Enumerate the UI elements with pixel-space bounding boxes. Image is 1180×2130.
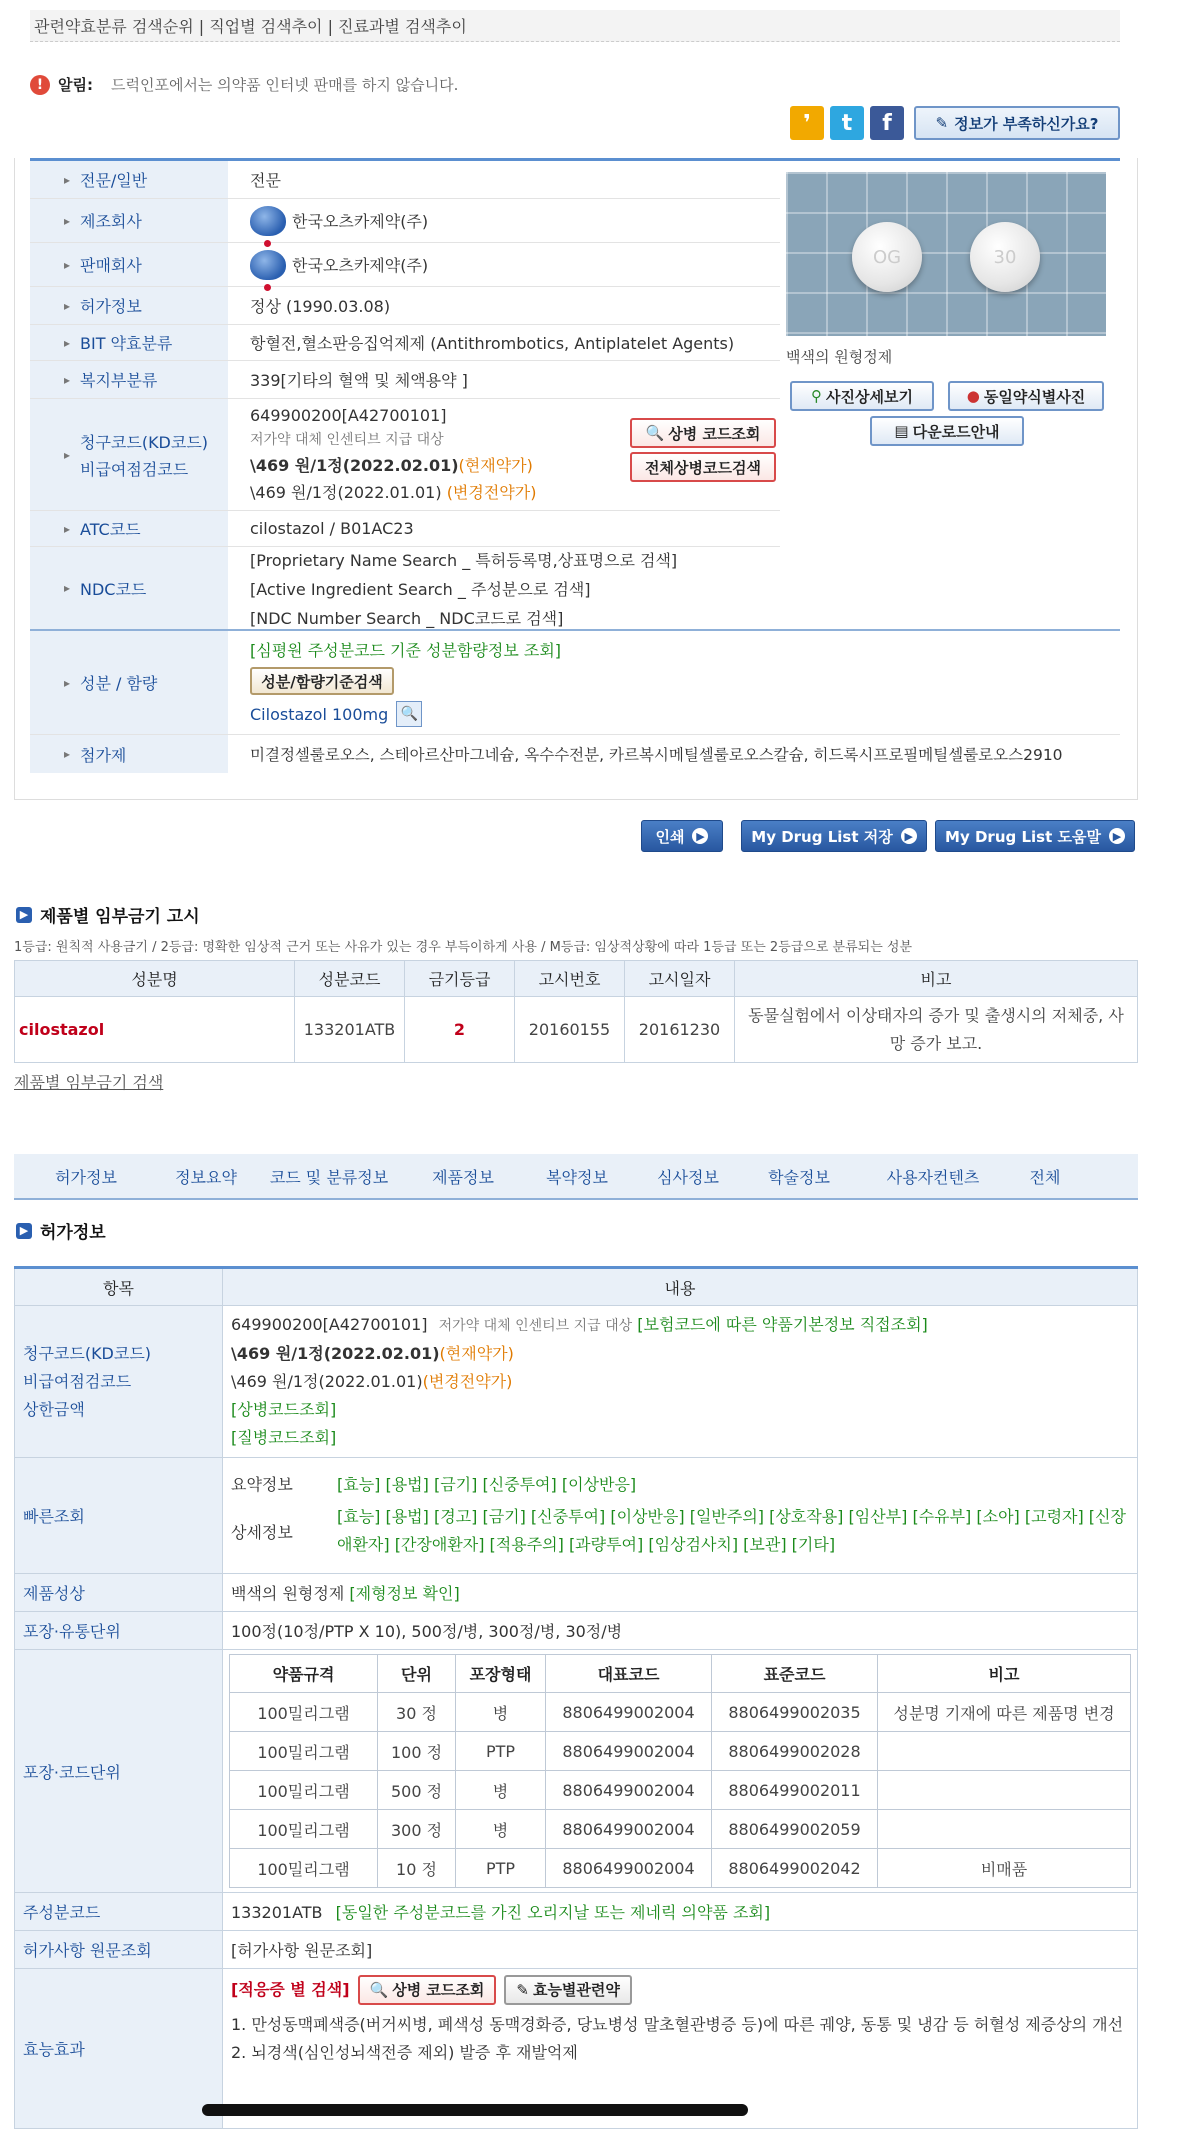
permit-row-code: 포장·코드단위 약품규격 단위 포장형태 대표코드 표준코드 비고 100밀리그램 30 정 병 8806499002004 8806499002035 성분명 기재에 따른 제품명 변경 100밀리그램 100 정 PTP 8806499002004 8806499002028 100밀리그램 500 정 병 8806499002004 8806499002011 100밀리그램 300 정 병 8806499002004 8806499002059 100밀리그램 10 정 PTP 8806499002004 8806499002042 비매품 (15, 1650, 1138, 1893)
row-permit (30, 287, 780, 325)
tab-review[interactable]: 심사정보 (657, 1167, 719, 1187)
magnifier-icon: ⚲ (811, 387, 823, 405)
label-maker: ▸ 제조회사 (30, 199, 228, 242)
tab-bar (14, 1154, 1138, 1200)
social-share (790, 106, 904, 140)
related-drug-button[interactable]: ✎ 효능별관련약 (504, 1975, 632, 2005)
label-ingredient: ▸ 성분 / 함량 (30, 631, 228, 734)
effect-item-2: 2. 뇌경색(심인성뇌색전증 제외) 발증 후 재발억제 (231, 2043, 578, 2062)
value-seller[interactable]: 한국오츠카제약(주) (292, 256, 429, 275)
original-permit-link[interactable]: [허가사항 원문조회] (223, 1931, 1138, 1969)
pill-photo[interactable] (786, 172, 1106, 336)
twitter-icon[interactable]: t (830, 106, 864, 140)
notice-label: 알림: (58, 76, 93, 94)
same-pill-photo-button[interactable]: ● 동일약식별사진 (948, 381, 1104, 411)
value-permit: 정상 (1990.03.08) (250, 297, 391, 316)
section-arrow-icon: ▶ (16, 1223, 32, 1239)
row-welfare (30, 361, 780, 399)
permit-row-quick: 빠른조회 요약정보 [효능] [용법] [금기] [신중투여] [이상반응] 상세정보 [효능] [용법] [경고] [금기] [신중투여] [이상반응] [일반주의] [상호작용] [임산부] [수유부] [소아] [고령자] [신장애환자] [간장애환자] [적용주의] [과량투여] [임상검사치] [보관] [기타] (15, 1458, 1138, 1574)
label-seller: ▸ 판매회사 (30, 243, 228, 286)
tab-all[interactable]: 전체 (1029, 1167, 1061, 1187)
generic-search-link[interactable]: [동일한 주성분코드를 가진 오리지날 또는 제네릭 의약품 조회] (335, 1903, 771, 1922)
permit-row-effect: 효능효과 [적응증 별 검색] 🔍 상병 코드조회 ✎ 효능별관련약 1. 만성동맥폐색증(버거씨병, 폐색성 동맥경화증, 당뇨병성 말초혈관병증 등)에 따른 궤양, 동통 및 냉감 등 허혈성 제증상의 개선 2. 뇌경색(심인성뇌색전증 제외) 발증 후 재발억제 (15, 1969, 1138, 2129)
company-logo-icon (250, 206, 286, 236)
ndc-link-ingredient[interactable]: [Active Ingredient Search _ 주성분으로 검색] (250, 579, 591, 599)
row-specialty (30, 161, 780, 199)
detail-links[interactable]: [효능] [용법] [경고] [금기] [신중투여] [이상반응] [일반주의] [상호작용] [임산부] [수유부] [소아] [고령자] [신장애환자] [간장애환자] [적용주의] [과량투여] [임상검사치] [보관] [기타] (337, 1507, 1126, 1554)
value-atc: cilostazol / B01AC23 (250, 519, 414, 538)
home-indicator (202, 2104, 748, 2116)
document-icon: ▤ (894, 422, 909, 440)
pill-caption: 백색의 원형정제 (786, 348, 893, 366)
tab-summary[interactable]: 정보요약 (175, 1167, 237, 1187)
tab-academic[interactable]: 학술정보 (768, 1167, 830, 1187)
pill-icon: ● (966, 387, 980, 405)
value-bit: 항혈전,혈소판응집억제제 (Antithrombotics, Antiplatelet Agents) (250, 334, 735, 353)
permit-row-claim: 청구코드(KD코드) 비급여점검코드 상한금액 649900200[A42700101] 저가약 대체 인센티브 지급 대상 [보험코드에 따른 약품기본정보 직접조회] \469 원/1정(2022.02.01)(현재약가) \469 원/1정(2022.01.01)(변경전약가) [상병코드조회] [질병코드조회] (15, 1306, 1138, 1458)
label-ndc: ▸ NDC코드 (30, 547, 228, 629)
permit-row-pack: 포장·유통단위 100정(10정/PTP X 10), 500정/병, 300정/병, 30정/병 (15, 1612, 1138, 1650)
effect-item-1: 1. 만성동맥폐색증(버거씨병, 폐색성 동맥경화증, 당뇨병성 말초혈관병증 등)에 따른 궤양, 동통 및 냉감 등 허혈성 제증상의 개선 (231, 2015, 1124, 2034)
row-atc (30, 511, 780, 547)
ndc-link-number[interactable]: [NDC Number Search _ NDC코드로 검색] (250, 608, 564, 628)
facebook-icon[interactable]: f (870, 106, 904, 140)
mydrug-help-button[interactable]: My Drug List 도움말 ▶ (935, 820, 1135, 852)
ingredient-value[interactable]: Cilostazol 100mg (250, 704, 389, 724)
pack-code-table: 약품규격 단위 포장형태 대표코드 표준코드 비고 100밀리그램 30 정 병 8806499002004 8806499002035 성분명 기재에 따른 제품명 변경 100밀리그램 100 정 PTP 8806499002004 8806499002028 100밀리그램 500 정 병 8806499002004 8806499002011 100밀리그램 300 정 병 8806499002004 8806499002059 100밀리그램 10 정 PTP 8806499002004 8806499002042 비매품 (229, 1654, 1131, 1888)
ndc-link-proprietary[interactable]: [Proprietary Name Search _ 특허등록명,상표명으로 검색] (250, 550, 678, 570)
label-specialty: ▸ 전문/일반 (30, 161, 228, 198)
save-mydrug-button[interactable]: My Drug List 저장 ▶ (741, 820, 927, 852)
disease-code-button[interactable]: 🔍 상병 코드조회 (630, 418, 776, 448)
tab-permit[interactable]: 허가정보 (55, 1167, 117, 1187)
claim-code: 649900200[A42700101] (250, 406, 447, 425)
disease-code-button[interactable]: 🔍 상병 코드조회 (358, 1975, 497, 2005)
edit-icon: ✎ (935, 114, 949, 132)
search-doc-icon: 🔍 (369, 1981, 389, 1999)
contra-title: ▶ 제품별 임부금기 고시 (16, 902, 200, 927)
permit-table: 항목 내용 청구코드(KD코드) 비급여점검코드 상한금액 649900200[A42700101] 저가약 대체 인센티브 지급 대상 [보험코드에 따른 약품기본정보 직접조회] \469 원/1정(2022.02.01)(현재약가) \469 원/1정(2022.01.01)(변경전약가) [상병코드조회] [질병코드조회] 빠른조회 요약정보 [효능] [용법] [금기] [신중투여] [이상반응] 상세정보 [효능] [용법] [경고] [금기] [신중투여] [이상반응] [일반주의] [상호작용] [임산부] [수유부] [소아] [고령자] [신장애환자] [간장애환자] [적용주의] [과량투여] [임상검사치] [보관] [기타] 제품성상 백색의 원형정제 [제형정보 확인] 포장·유통단위 100정(10정/PTP X 10), 500정/병, 300정/병, 30정/병 포장·코드단위 약품규격 단위 포장형태 대표코드 표준코드 비고 100밀리그램 30 정 병 8806499002004 8806499002035 성분명 기재에 따른 제품명 변경 100밀리그램 100 정 PTP 8806499002004 8806499002028 100밀리그램 500 정 병 8806499002004 8806499002011 100밀리그램 300 정 병 8806499002004 8806499002059 100밀리그램 10 정 PTP 8806499002004 8806499002042 비매품 주성분코드 133201ATB [동일한 주성분코드를 가진 오리지날 또는 제네릭 의약품 조회] 허가사항 원문조회 [허가사항 원문조회] 효능효과 [적응증 별 검색] 🔍 상병 코드조회 ✎ 효능별관련약 1. 만성동맥폐색증(버거씨병, 폐색성 동맥경화증, 당뇨병성 말초혈관병증 등)에 따른 궤양, 동통 및 냉감 등 허혈성 제증상의 개선 2. 뇌경색(심인성뇌색전증 제외) 발증 후 재발억제 (14, 1266, 1138, 2129)
shape-info-link[interactable]: [제형정보 확인] (349, 1584, 460, 1603)
row-seller (30, 243, 780, 287)
disease-code-link[interactable]: [상병코드조회] (231, 1400, 337, 1419)
company-logo-icon (250, 250, 286, 280)
related-search-strip[interactable]: 관련약효분류 검색순위 | 직업별 검색추이 | 진료과별 검색추이 (30, 10, 1120, 42)
ingredient-search-button[interactable]: 성분/함량기준검색 (250, 667, 394, 695)
claim-sub: 저가약 대체 인센티브 지급 대상 (250, 432, 444, 448)
label-permit: ▸ 허가정보 (30, 287, 228, 324)
tab-user-content[interactable]: 사용자컨텐츠 (886, 1167, 980, 1187)
row-ndc (30, 547, 1120, 631)
pencil-icon: ✎ (516, 1981, 529, 1999)
permit-row-original: 허가사항 원문조회 [허가사항 원문조회] (15, 1931, 1138, 1969)
photo-detail-button[interactable]: ⚲ 사진상세보기 (790, 381, 934, 411)
contra-desc: 1등급: 원칙적 사용금기 / 2등급: 명확한 임상적 근거 또는 사유가 있는 경우 부득이하게 사용 / M등급: 임상적상황에 따라 1등급 또는 2등급으로 분류되는 성분 (14, 940, 913, 955)
kakaostory-icon[interactable]: ❜ (790, 106, 824, 140)
value-welfare: 339[기타의 혈액 및 체액용약 ] (250, 371, 468, 390)
arrow-right-icon: ▶ (901, 828, 917, 844)
permit-row-main-code: 주성분코드 133201ATB [동일한 주성분코드를 가진 오리지날 또는 제네릭 의약품 조회] (15, 1893, 1138, 1931)
arrow-right-icon: ▶ (692, 828, 708, 844)
download-guide-button[interactable]: ▤ 다운로드안내 (870, 416, 1024, 446)
tab-code[interactable]: 코드 및 분류정보 (269, 1167, 389, 1187)
label-atc: ▸ ATC코드 (30, 511, 228, 546)
alert-icon: ! (30, 75, 50, 95)
info-lack-button[interactable]: ✎ 정보가 부족하신가요? (914, 106, 1120, 140)
arrow-right-icon: ▶ (1109, 828, 1125, 844)
indication-search-label: [적응증 별 검색] (231, 1980, 350, 1999)
table-row: 100밀리그램 500 정 병 8806499002004 8806499002011 (230, 1771, 1131, 1810)
contra-search-link[interactable]: 제품별 임부금기 검색 (14, 1073, 164, 1092)
print-button[interactable]: 인쇄 ▶ (641, 820, 723, 852)
value-additive: 미결정셀룰로오스, 스테아르산마그네슘, 옥수수전분, 카르복시메틸셀룰로오스칼슘, 히드록시프로필메틸셀룰로오스2910 (250, 746, 1063, 764)
label-claim: ▸ 청구코드(KD코드) 비급여점검코드 (30, 399, 228, 510)
notice-text: 드럭인포에서는 의약품 인터넷 판매를 하지 않습니다. (110, 76, 459, 94)
section-arrow-icon: ▶ (16, 907, 32, 923)
permit-row-shape: 제품성상 백색의 원형정제 [제형정보 확인] (15, 1574, 1138, 1612)
magnifier-icon[interactable]: 🔍 (396, 701, 422, 727)
row-claim: ▸ 청구코드(KD코드) 비급여점검코드 649900200[A42700101] 저가약 대체 인센티브 지급 대상 \469 원/1정(2022.02.01)(현재약가) \469 원/1정(2022.01.01) (변경전약가) (30, 399, 780, 511)
permit-title: ▶ 허가정보 (16, 1218, 106, 1243)
row-additive (30, 735, 1120, 773)
label-welfare: ▸ 복지부분류 (30, 361, 228, 398)
label-bit: ▸ BIT 약효분류 (30, 325, 228, 360)
table-row: 100밀리그램 300 정 병 8806499002004 8806499002059 (230, 1810, 1131, 1849)
ingredient-hira-link[interactable]: [심평원 주성분코드 기준 성분함량정보 조회] (250, 641, 562, 660)
pill-right: 30 (970, 222, 1040, 292)
illness-code-link[interactable]: [질병코드조회] (231, 1428, 337, 1447)
row-maker (30, 199, 780, 243)
contra-table: 성분명 성분코드 금기등급 고시번호 고시일자 비고 cilostazol 133201ATB 2 20160155 20161230 동물실험에서 이상태자의 증가 및 출생시의 저체중, 사망 증가 보고. (14, 960, 1138, 1063)
summary-links[interactable]: [효능] [용법] [금기] [신중투여] [이상반응] (337, 1475, 637, 1494)
table-row: 100밀리그램 10 정 PTP 8806499002004 8806499002042 비매품 (230, 1849, 1131, 1888)
search-doc-icon: 🔍 (645, 424, 665, 442)
table-row: 100밀리그램 30 정 병 8806499002004 8806499002035 성분명 기재에 따른 제품명 변경 (230, 1693, 1131, 1732)
insurance-code-link[interactable]: [보험코드에 따른 약품기본정보 직접조회] (637, 1315, 928, 1334)
value-specialty: 전문 (250, 171, 281, 190)
tab-medication[interactable]: 복약정보 (546, 1167, 608, 1187)
row-bit (30, 325, 780, 361)
claim-price-old: \469 원/1정(2022.01.01) (250, 483, 447, 502)
label-additive: ▸ 첨가제 (30, 735, 228, 773)
tab-product[interactable]: 제품정보 (432, 1167, 494, 1187)
row-ingredient (30, 631, 1120, 735)
notice (30, 74, 458, 95)
all-disease-code-button[interactable]: 전체상병코드검색 (630, 452, 776, 482)
value-maker[interactable]: 한국오츠카제약(주) (292, 212, 429, 231)
table-row: 100밀리그램 100 정 PTP 8806499002004 8806499002028 (230, 1732, 1131, 1771)
claim-price-current: \469 원/1정(2022.02.01) (250, 456, 459, 475)
pill-left: OG (852, 222, 922, 292)
table-row: cilostazol 133201ATB 2 20160155 20161230 동물실험에서 이상태자의 증가 및 출생시의 저체중, 사망 증가 보고. (15, 997, 1138, 1063)
